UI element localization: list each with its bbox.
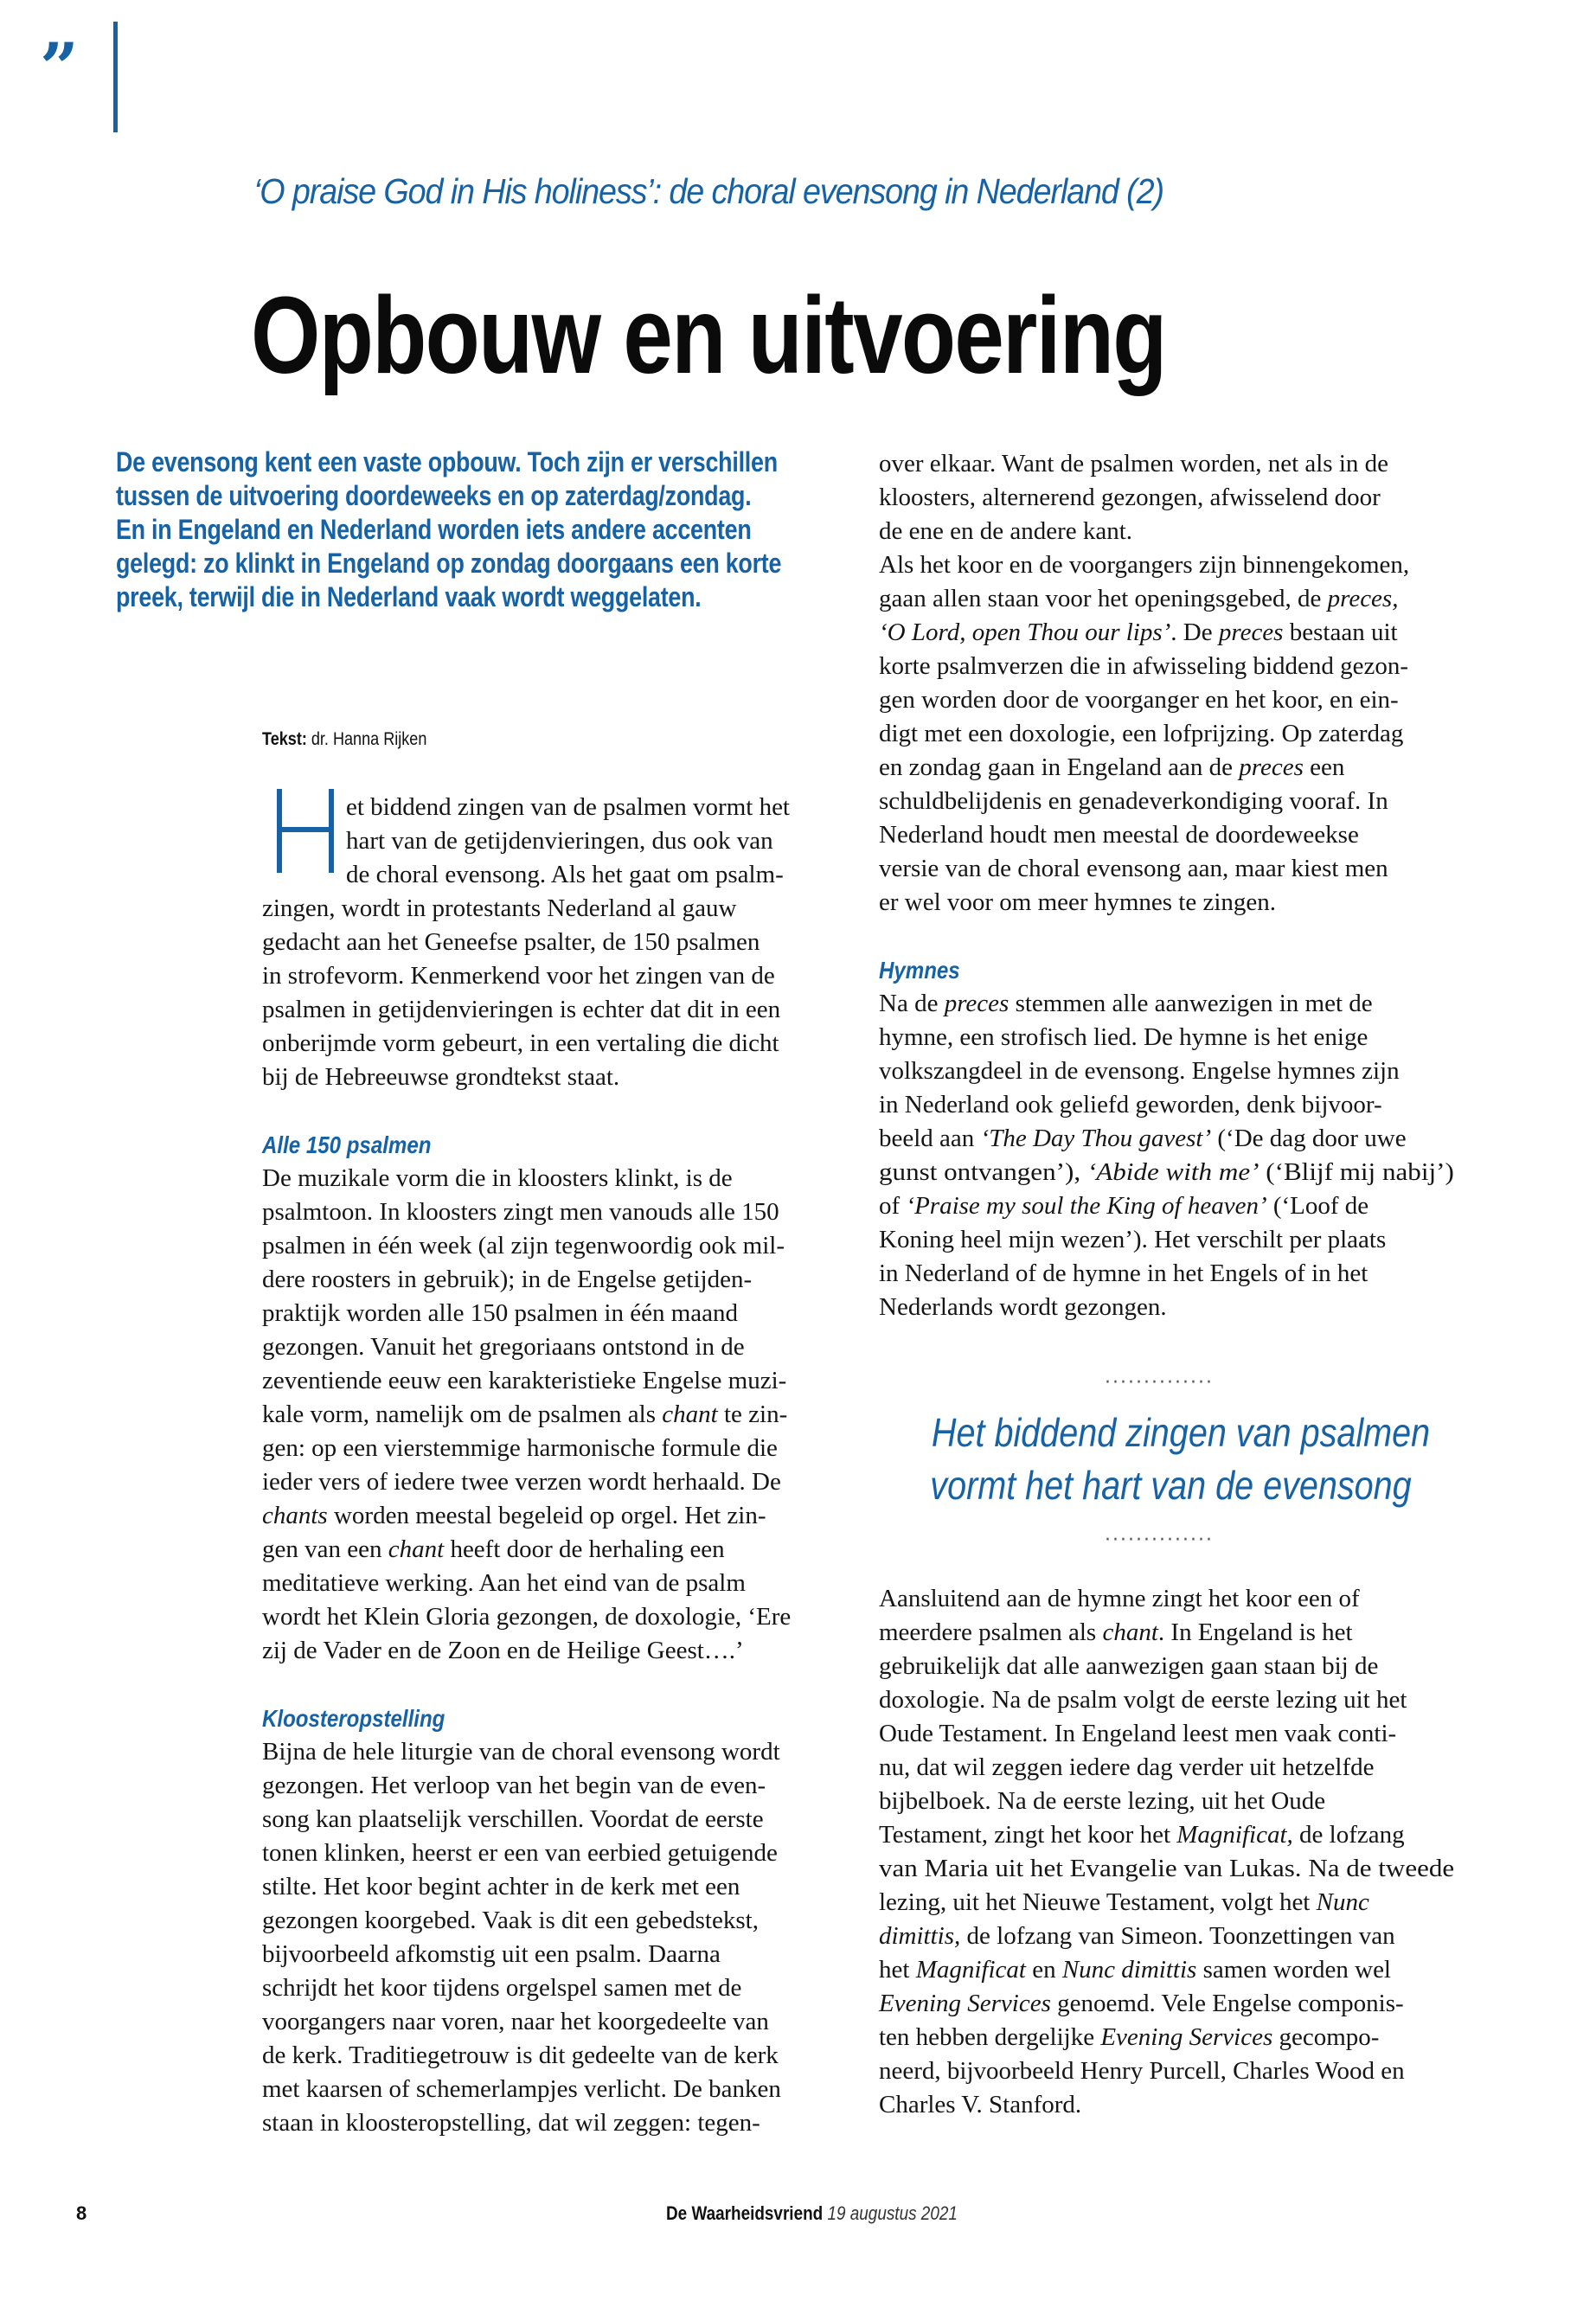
- body-text-line: er wel voor om meer hymnes te zingen.: [879, 888, 1277, 916]
- body-text-line: in Nederland of de hymne in het Engels of in het: [879, 1259, 1368, 1287]
- body-text-line: dere roosters in gebruik); in de Engelse getijden-: [262, 1266, 753, 1293]
- body-text-line: versie van de choral evensong aan, maar kiest men: [879, 855, 1388, 882]
- body-text-line: bijvoorbeeld afkomstig uit een psalm. Daarna: [262, 1940, 721, 1968]
- lead-line: De evensong kent een vaste opbouw. Toch zijn er verschillen: [116, 446, 778, 478]
- body-text-line: bijbelboek. Na de eerste lezing, uit het Oude: [879, 1787, 1326, 1815]
- body-text-line: Bijna de hele liturgie van de choral evensong wordt: [262, 1738, 780, 1766]
- body-text-line: psalmen in één week (al zijn tegenwoordig ook mil-: [262, 1232, 785, 1259]
- body-text-line: Testament, zingt het koor het Magnificat, de lofzang: [879, 1821, 1405, 1849]
- pull-quote: [891, 1372, 1431, 1551]
- body-text-line: het Magnificat en Nunc dimittis samen worden wel: [879, 1956, 1391, 1984]
- body-text-line: Oude Testament. In Engeland leest men vaak conti-: [879, 1720, 1397, 1747]
- body-text-line: zeventiende eeuw een karakteristieke Engelse muzi-: [262, 1367, 787, 1394]
- header-vertical-rule: [113, 22, 118, 132]
- body-column-left: [262, 791, 842, 2140]
- closing-quote-icon: ”: [40, 29, 74, 107]
- body-text-line: over elkaar. Want de psalmen worden, net als in de: [879, 450, 1389, 478]
- body-text-line: Als het koor en de voorgangers zijn binnengekomen,: [879, 551, 1410, 579]
- body-text-line: Charles V. Stanford.: [879, 2091, 1082, 2118]
- page-number: 8: [76, 2202, 87, 2224]
- body-text-line: Nederlands wordt gezongen.: [879, 1293, 1167, 1321]
- body-text-line: schrijdt het koor tijdens orgelspel samen met de: [262, 1974, 742, 2002]
- body-text-line: onberijmde vorm gebeurt, in een vertaling die dicht: [262, 1029, 779, 1057]
- lead-line: gelegd: zo klinkt in Engeland op zondag doorgaans een korte: [116, 548, 782, 579]
- pull-quote-line: vormt het hart van de evensong: [930, 1463, 1412, 1508]
- article-lead: [116, 445, 894, 614]
- section-heading: Alle 150 psalmen: [262, 1131, 432, 1158]
- body-text-line: ten hebben dergelijke Evening Services gecompo-: [879, 2023, 1380, 2051]
- article-kicker: ‘O praise God in His holiness’: de choral evensong in Nederland (2): [253, 171, 1163, 211]
- body-text-line: gunst ontvangen’), ‘Abide with me’ (‘Blijf mij nabij’): [879, 1158, 1454, 1186]
- body-text-line: in Nederland ook geliefd geworden, denk bijvoor-: [879, 1091, 1382, 1118]
- publication-date: 19 augustus 2021: [823, 2202, 958, 2224]
- body-text-line: gezongen. Vanuit het gregoriaans ontstond in de: [262, 1333, 745, 1361]
- section-heading: Hymnes: [879, 957, 960, 984]
- body-text-line: Nederland houdt men meestal de doordeweekse: [879, 821, 1359, 849]
- body-text-line: gezongen. Het verloop van het begin van de even-: [262, 1772, 766, 1799]
- body-text-line: et biddend zingen van de psalmen vormt het: [346, 793, 790, 821]
- body-text-line: gezongen koorgebed. Vaak is dit een gebedstekst,: [262, 1907, 759, 1934]
- paragraph-gap: [262, 1094, 842, 1128]
- body-text-line: De muzikale vorm die in kloosters klinkt, is de: [262, 1164, 733, 1192]
- pull-quote-divider-top: ··············: [1105, 1372, 1214, 1394]
- body-text-line: de kerk. Traditiegetrouw is dit gedeelte van de kerk: [262, 2041, 779, 2069]
- author-name: dr. Hanna Rijken: [306, 729, 427, 749]
- paragraph-gap: [262, 1668, 842, 1702]
- body-text-line: chants worden meestal begeleid op orgel. Het zin-: [262, 1502, 766, 1529]
- body-text-line: meditatieve werking. Aan het eind van de psalm: [262, 1569, 746, 1597]
- body-text-line: voorgangers naar voren, naar het koorgedeelte van: [262, 2008, 769, 2035]
- page-title: Opbouw en uitvoering: [251, 274, 1166, 396]
- body-text-line: kale vorm, namelijk om de psalmen als chant te zin-: [262, 1400, 788, 1428]
- body-text-line: gen worden door de voorganger en het koor, en ein-: [879, 686, 1399, 714]
- body-text-line: in strofevorm. Kenmerkend voor het zingen van de: [262, 962, 775, 990]
- body-text-line: kloosters, alternerend gezongen, afwisselend door: [879, 484, 1381, 511]
- body-text-line: song kan plaatselijk verschillen. Voordat de eerste: [262, 1805, 764, 1833]
- body-text-line: tonen klinken, heerst er een van eerbied getuigende: [262, 1839, 778, 1867]
- body-text-line: gen van een chant heeft door de herhaling een: [262, 1535, 725, 1563]
- body-text-line: digt met een doxologie, een lofprijzing. Op zaterdag: [879, 720, 1404, 747]
- body-text-line: psalmtoon. In kloosters zingt men vanouds alle 150: [262, 1198, 779, 1226]
- body-text-line: meerdere psalmen als chant. In Engeland is het: [879, 1618, 1353, 1646]
- body-text-line: nu, dat wil zeggen iedere dag verder uit hetzelfde: [879, 1753, 1375, 1781]
- body-text-line: Evening Services genoemd. Vele Engelse componis-: [879, 1990, 1404, 2017]
- lead-line: preek, terwijl die in Nederland vaak wordt weggelaten.: [116, 581, 702, 612]
- body-text-line: de ene en de andere kant.: [879, 517, 1133, 545]
- body-text-line: zij de Vader en de Zoon en de Heilige Geest….’: [262, 1637, 744, 1664]
- body-text-line: hart van de getijdenvieringen, dus ook van: [346, 827, 773, 855]
- body-text-line: schuldbelijdenis en genadeverkondiging vooraf. In: [879, 787, 1388, 815]
- body-text-line: lezing, uit het Nieuwe Testament, volgt het Nunc: [879, 1888, 1369, 1916]
- body-text-line: bij de Hebreeuwse grondtekst staat.: [262, 1063, 620, 1091]
- body-text-line: van Maria uit het Evangelie van Lukas. Na de tweede: [879, 1855, 1455, 1882]
- lead-line: En in Engeland en Nederland worden iets andere accenten: [116, 514, 752, 545]
- body-text-line: hymne, een strofisch lied. De hymne is het enige: [879, 1023, 1368, 1051]
- body-text-line: dimittis, de lofzang van Simeon. Toonzettingen van: [879, 1922, 1395, 1950]
- body-text-line: de choral evensong. Als het gaat om psalm-: [346, 861, 784, 888]
- body-text-line: beeld aan ‘The Day Thou gavest’ (‘De dag door uwe: [879, 1125, 1407, 1152]
- pull-quote-line: Het biddend zingen van psalmen: [931, 1410, 1431, 1455]
- body-text-line: ‘O Lord, open Thou our lips’. De preces bestaan uit: [879, 619, 1398, 646]
- author-byline: [262, 728, 426, 751]
- body-text-line: korte psalmverzen die in afwisseling biddend gezon-: [879, 652, 1409, 680]
- paragraph-gap: [879, 920, 1458, 953]
- body-text-line: zingen, wordt in protestants Nederland al gauw: [262, 894, 737, 922]
- pull-quote-divider-bottom: ··············: [1105, 1529, 1214, 1551]
- section-heading: Kloosteropstelling: [262, 1705, 445, 1732]
- body-column-right-bottom: [879, 1582, 1458, 2122]
- body-text-line: staan in kloosteropstelling, dat wil zeggen: tegen-: [262, 2109, 760, 2137]
- body-text-line: praktijk worden alle 150 psalmen in één maand: [262, 1299, 739, 1327]
- body-text-line: gen: op een vierstemmige harmonische formule die: [262, 1434, 778, 1462]
- body-text-line: en zondag gaan in Engeland aan de preces een: [879, 753, 1345, 781]
- body-text-line: neerd, bijvoorbeeld Henry Purcell, Charles Wood en: [879, 2057, 1405, 2085]
- publication-footer: [666, 2202, 958, 2225]
- body-text-line: psalmen in getijdenvieringen is echter dat dit in een: [262, 996, 781, 1023]
- body-text-line: gaan allen staan voor het openingsgebed, de preces,: [879, 585, 1399, 612]
- body-text-line: Aansluitend aan de hymne zingt het koor een of: [879, 1585, 1360, 1612]
- body-text-line: of ‘Praise my soul the King of heaven’ (‘Loof de: [879, 1192, 1369, 1220]
- body-text-line: stilte. Het koor begint achter in de kerk met een: [262, 1873, 740, 1900]
- publication-name: De Waarheidsvriend: [666, 2202, 824, 2224]
- body-text-line: met kaarsen of schemerlampjes verlicht. De banken: [262, 2075, 781, 2103]
- body-text-line: Na de preces stemmen alle aanwezigen in met de: [879, 990, 1373, 1017]
- body-text-line: volkszangdeel in de evensong. Engelse hymnes zijn: [879, 1057, 1400, 1085]
- body-text-line: wordt het Klein Gloria gezongen, de doxologie, ‘Ere: [262, 1603, 792, 1631]
- body-text-line: Koning heel mijn wezen’). Het verschilt per plaats: [879, 1226, 1387, 1253]
- author-label: Tekst:: [262, 729, 307, 749]
- body-text-line: ieder vers of iedere twee verzen wordt herhaald. De: [262, 1468, 781, 1496]
- body-text-line: doxologie. Na de psalm volgt de eerste lezing uit het: [879, 1686, 1407, 1714]
- body-column-right-top: [879, 447, 1458, 1324]
- body-text-line: gebruikelijk dat alle aanwezigen gaan staan bij de: [879, 1652, 1379, 1680]
- body-text-line: gedacht aan het Geneefse psalter, de 150 psalmen: [262, 928, 760, 956]
- lead-line: tussen de uitvoering doordeweeks en op zaterdag/zondag.: [116, 480, 752, 511]
